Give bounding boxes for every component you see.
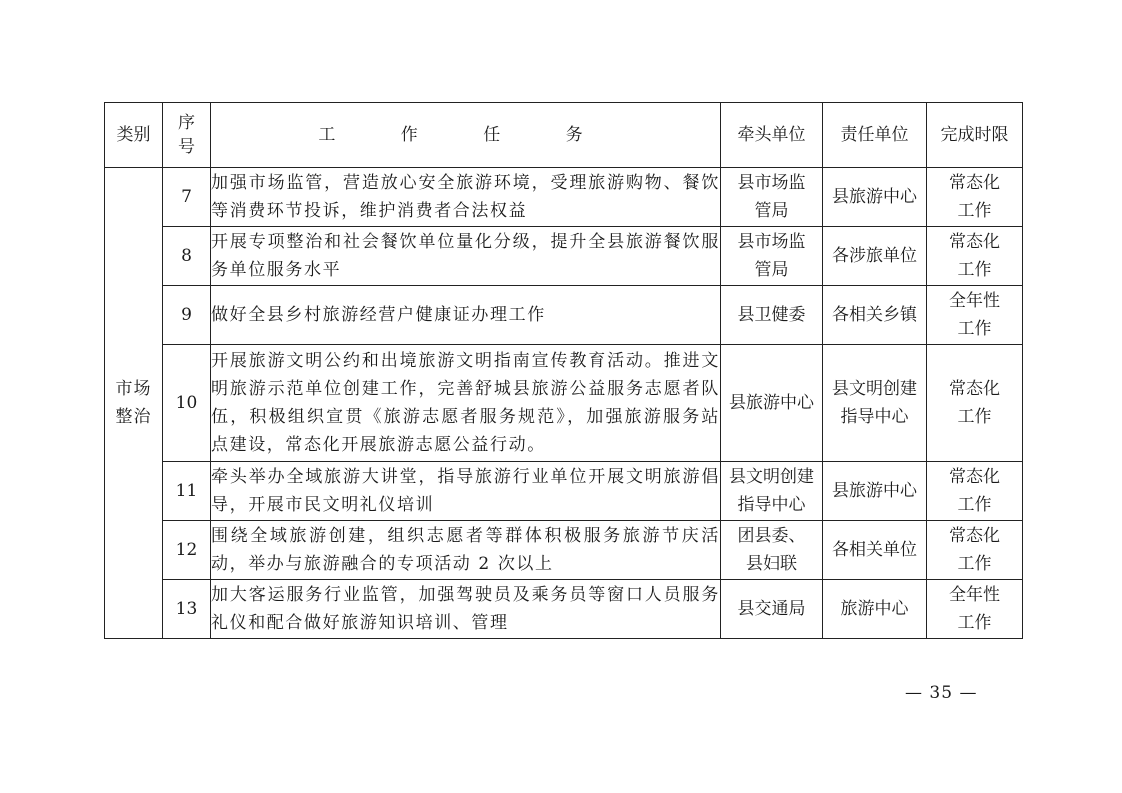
- lead-unit: [721, 286, 823, 345]
- deadline-text: 常态化 工作: [949, 526, 1000, 574]
- row-number: 13: [163, 580, 211, 639]
- deadline: [927, 168, 1023, 227]
- deadline: [927, 286, 1023, 345]
- header-lead: 牵头单位: [721, 103, 823, 168]
- deadline-text: 常态化 工作: [949, 467, 1000, 515]
- lead-unit: [721, 580, 823, 639]
- lead-unit-text: 县文明创建 指导中心: [729, 467, 814, 515]
- deadline-text: 全年性 工作: [949, 585, 1000, 633]
- deadline-text: 常态化 工作: [949, 379, 1000, 427]
- table-row: [105, 580, 1023, 639]
- row-number: 11: [163, 462, 211, 521]
- responsible-unit: [823, 168, 927, 227]
- row-number: 9: [163, 286, 211, 345]
- header-deadline: 完成时限: [927, 103, 1023, 168]
- task-text: 加强市场监管，营造放心安全旅游环境，受理旅游购物、餐饮等消费环节投诉，维护消费者合法权益: [211, 168, 721, 227]
- responsible-unit-text: 县文明创建 指导中心: [832, 379, 917, 427]
- header-number-text: 序 号: [178, 113, 195, 157]
- header-responsible: 责任单位: [823, 103, 927, 168]
- task-text: 牵头举办全域旅游大讲堂，指导旅游行业单位开展文明旅游倡导，开展市民文明礼仪培训: [211, 462, 721, 521]
- deadline: [927, 345, 1023, 462]
- row-number: 8: [163, 227, 211, 286]
- responsible-unit-text: 各相关单位: [832, 540, 917, 560]
- table-row: [105, 286, 1023, 345]
- lead-unit-text: 县交通局: [737, 599, 806, 619]
- deadline-text: 全年性 工作: [949, 291, 1000, 339]
- table-row: [105, 462, 1023, 521]
- category-cell: [105, 168, 163, 639]
- lead-unit: [721, 227, 823, 286]
- table-header-row: [105, 103, 1023, 168]
- lead-unit: [721, 168, 823, 227]
- table-row: [105, 521, 1023, 580]
- deadline-text: 常态化 工作: [949, 232, 1000, 280]
- header-task: 工 作 任 务: [211, 103, 721, 168]
- task-text: 围绕全域旅游创建，组织志愿者等群体积极服务旅游节庆活动，举办与旅游融合的专项活动 2 次以上: [211, 521, 721, 580]
- table-row: [105, 345, 1023, 462]
- lead-unit-text: 县市场监 管局: [737, 173, 806, 221]
- category-text: 市场 整治: [115, 379, 152, 427]
- task-text: 开展旅游文明公约和出境旅游文明指南宣传教育活动。推进文明旅游示范单位创建工作，完善舒城县旅游公益服务志愿者队伍，积极组织宣贯《旅游志愿者服务规范》，加强旅游服务站点建设，常态化开展旅游志愿公益行动。: [211, 345, 721, 462]
- header-number: [163, 103, 211, 168]
- page-number: — 35 —: [905, 683, 978, 703]
- responsible-unit: [823, 580, 927, 639]
- row-number: 7: [163, 168, 211, 227]
- deadline: [927, 462, 1023, 521]
- row-number: 12: [163, 521, 211, 580]
- responsible-unit: [823, 227, 927, 286]
- responsible-unit: [823, 345, 927, 462]
- table-row: [105, 227, 1023, 286]
- lead-unit-text: 县旅游中心: [729, 393, 814, 413]
- table-row: [105, 168, 1023, 227]
- deadline: [927, 580, 1023, 639]
- task-text: 做好全县乡村旅游经营户健康证办理工作: [211, 286, 721, 345]
- lead-unit: [721, 521, 823, 580]
- responsible-unit-text: 各相关乡镇: [832, 305, 917, 325]
- lead-unit-text: 团县委、 县妇联: [737, 526, 806, 574]
- deadline-text: 常态化 工作: [949, 173, 1000, 221]
- lead-unit: [721, 462, 823, 521]
- task-text: 开展专项整治和社会餐饮单位量化分级，提升全县旅游餐饮服务单位服务水平: [211, 227, 721, 286]
- lead-unit-text: 县市场监 管局: [737, 232, 806, 280]
- row-number: 10: [163, 345, 211, 462]
- responsible-unit-text: 各涉旅单位: [832, 246, 917, 266]
- responsible-unit-text: 县旅游中心: [832, 187, 917, 207]
- deadline: [927, 227, 1023, 286]
- header-category: 类别: [105, 103, 163, 168]
- task-text: 加大客运服务行业监管，加强驾驶员及乘务员等窗口人员服务礼仪和配合做好旅游知识培训、管理: [211, 580, 721, 639]
- lead-unit-text: 县卫健委: [737, 305, 806, 325]
- deadline: [927, 521, 1023, 580]
- lead-unit: [721, 345, 823, 462]
- responsible-unit-text: 旅游中心: [840, 599, 909, 619]
- task-table: [104, 102, 1023, 639]
- responsible-unit-text: 县旅游中心: [832, 481, 917, 501]
- responsible-unit: [823, 521, 927, 580]
- responsible-unit: [823, 462, 927, 521]
- responsible-unit: [823, 286, 927, 345]
